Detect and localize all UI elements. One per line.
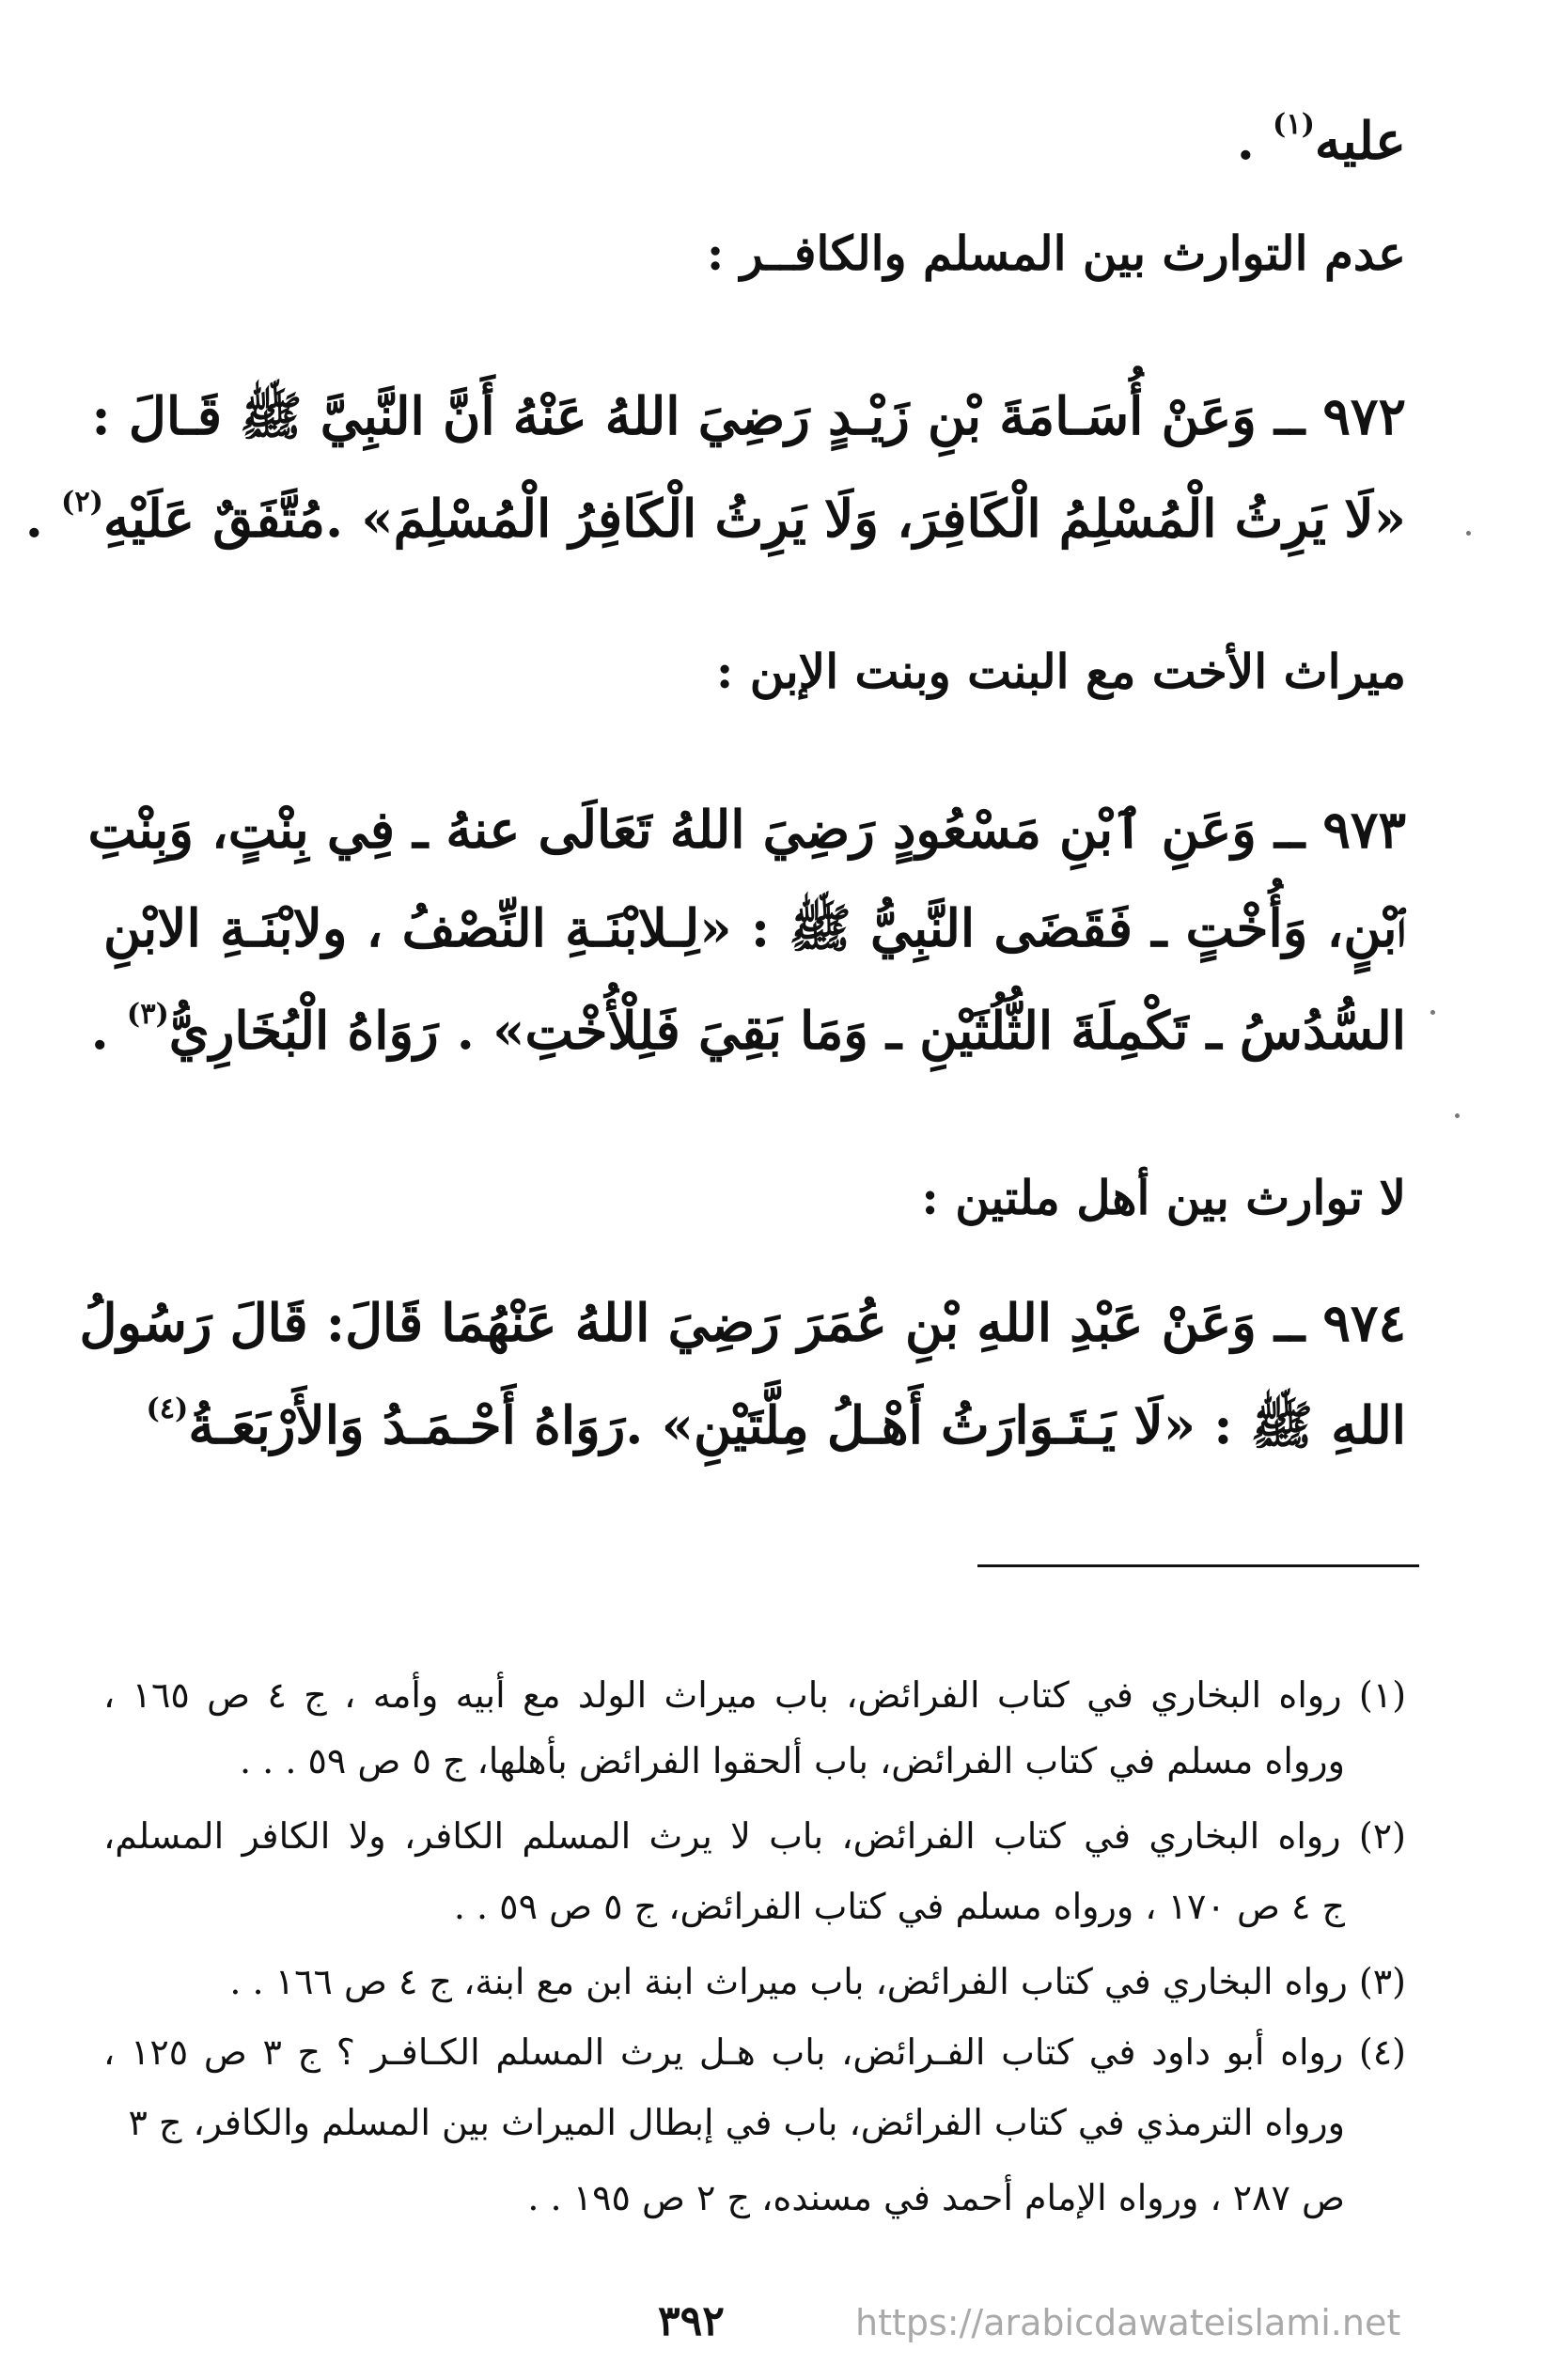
section-heading-1: عدم التوارث بين المسلم والكافــر :	[706, 226, 1406, 281]
section-heading-3: لا توارث بين أهل ملتين :	[921, 1170, 1406, 1225]
footnote-4-line-3: ص ٢٨٧ ، ورواه الإمام أحمد في مسنده، ج ٢ ص ١٩٥ . .	[527, 2177, 1345, 2218]
footnote-1-line-2: ورواه مسلم في كتاب الفرائض، باب ألحقوا الفرائض بأهلها، ج ٥ ص ٥٩ . . .	[240, 1740, 1345, 1781]
footnote-2-line-2: ج ٤ ص ١٧٠ ، ورواه مسلم في كتاب الفرائض، ج ٥ ص ٥٩ . .	[453, 1886, 1345, 1927]
continuation-text: عليه	[1314, 110, 1406, 172]
footnote-4-line-2: ورواه الترمذي في كتاب الفرائض، باب في إبطال الميراث بين المسلم والكافر، ج ٣	[128, 2102, 1345, 2143]
footnote-3-line-1: (٣) رواه البخاري في كتاب الفرائض، باب ميراث ابنة ابن مع ابنة، ج ٤ ص ١٦٦ . .	[229, 1961, 1406, 2002]
footnote-ref-2: (٢)	[61, 486, 103, 519]
hadith-974-text-2: اللهِ ﷺ : «لَا يَـتَـوَارَثُ أَهْـلُ مِلَّتَيْنِ» .رَوَاهُ أَحْـمَـدُ وَالأَرْبَعَـةُ	[188, 1394, 1406, 1456]
scan-speck	[1430, 1010, 1435, 1015]
hadith-972-line-1: ٩٧٢ ــ وَعَنْ أُسَـامَةَ بْنِ زَيْـدٍ رَضِيَ اللهُ عَنْهُ أَنَّ النَّبِيَّ ﷺ قَـالَ :	[91, 385, 1406, 446]
hadith-973-line-1: ٩٧٣ ــ وَعَنِ ٱبْنِ مَسْعُودٍ رَضِيَ اللهُ تَعَالَى عنهُ ـ فِي بِنْتٍ، وَبِنْتِ	[87, 799, 1406, 860]
watermark-url: https://arabicdawateislami.net	[855, 2302, 1401, 2343]
footnote-2-line-1: (٢) رواه البخاري في كتاب الفرائض، باب لا يرث المسلم الكافر، ولا الكافر المسلم،	[103, 1815, 1406, 1857]
continuation-end: .	[1236, 110, 1273, 172]
footnote-separator	[977, 1564, 1419, 1567]
hadith-973-line-2: ٱبْنٍ، وَأُخْتٍ ـ فَقَضَى النَّبِيُّ ﷺ : «لِـلابْنَـةِ النِّصْفُ ، ولابْنَـةِ الابْنِ	[103, 897, 1406, 958]
footnote-ref-3: (٣)	[126, 998, 169, 1031]
hadith-973-line-3: السُّدُسُ ـ تَكْمِلَةَ الثُّلُثَيْنِ ـ وَمَا بَقِيَ فَلِلْأُخْتِ» . رَوَاهُ الْبُخَارِيُّ$^{(٣)}$ .	[90, 998, 1406, 1062]
continuation-line	[103, 108, 1406, 172]
section-heading-2: ميراث الأخت مع البنت وبنت الإبن :	[715, 644, 1406, 699]
hadith-973-text-3: السُّدُسُ ـ تَكْمِلَةَ الثُّلُثَيْنِ ـ وَمَا بَقِيَ فَلِلْأُخْتِ» . رَوَاهُ الْبُخَارِيُّ	[168, 1000, 1406, 1062]
hadith-972-line-2: «لَا يَرِثُ الْمُسْلِمُ الْكَافِرَ، وَلَا يَرِثُ الْكَافِرُ الْمُسْلِمَ» .مُتَّفَقٌ عَلَيْهِ$^{(٢)}$ .	[24, 486, 1406, 550]
hadith-972-text-2: «لَا يَرِثُ الْمُسْلِمُ الْكَافِرَ، وَلَا يَرِثُ الْكَافِرُ الْمُسْلِمَ» .مُتَّفَقٌ عَلَيْهِ	[102, 488, 1406, 550]
footnote-ref-4: (٤)	[146, 1392, 189, 1425]
footnote-ref-1: (١)	[1272, 108, 1315, 141]
hadith-974-line-1: ٩٧٤ ــ وَعَنْ عَبْدِ اللهِ بْنِ عُمَرَ رَضِيَ اللهُ عَنْهُمَا قَالَ: قَالَ رَسُولُ	[79, 1292, 1406, 1353]
footnote-1-line-1: (١) رواه البخاري في كتاب الفرائض، باب ميراث الولد مع أبيه وأمه ، ج ٤ ص ١٦٥ ،	[103, 1674, 1407, 1716]
hadith-974-line-2	[103, 1392, 1406, 1456]
scan-speck	[1455, 1113, 1460, 1118]
scan-speck	[1466, 531, 1471, 536]
footnote-4-line-1: (٤) رواه أبو داود في كتاب الفـرائض، باب هـل يرث المسلم الكـافـر ؟ ج ٣ ص ١٢٥ ،	[103, 2031, 1406, 2073]
page-number: ٣٩٢	[658, 2297, 725, 2345]
